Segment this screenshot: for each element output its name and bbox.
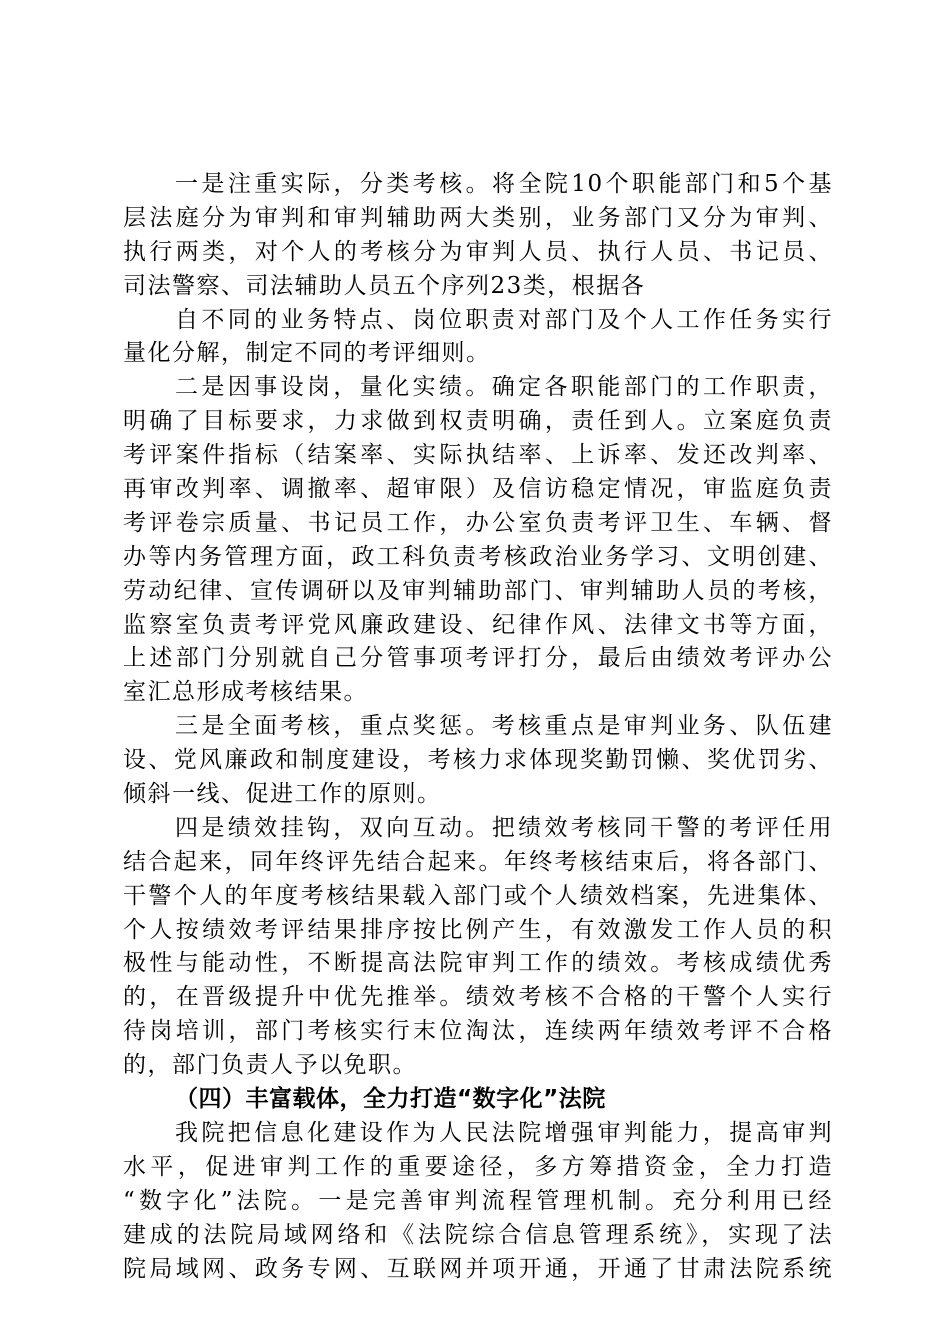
text-line: 层法庭分为审判和审判辅助两大类别，业务部门又分为审判、 bbox=[123, 204, 833, 231]
text-line: 倾斜一线、促进工作的原则。 bbox=[123, 781, 442, 808]
text-line: 院局域网、政务专网、互联网并项开通，开通了甘肃法院系统 bbox=[123, 1255, 833, 1282]
text-line: 干警个人的年度考核结果载入部门或个人绩效档案，先进集体、 bbox=[123, 882, 833, 909]
text-line: 再审改判率、调撤率、超审限）及信访稳定情况，审监庭负责 bbox=[123, 476, 833, 503]
text-line: 室汇总形成考核结果。 bbox=[123, 679, 368, 706]
text-line: 极性与能动性，不断提高法院审判工作的绩效。考核成绩优秀 bbox=[123, 950, 833, 977]
text-line: 结合起来，同年终评先结合起来。年终考核结束后，将各部门、 bbox=[123, 848, 833, 875]
text-line: 我院把信息化建设作为人民法院增强审判能力，提高审判 bbox=[175, 1119, 833, 1146]
text-line: 劳动纪律、宣传调研以及审判辅助部门、审判辅助人员的考核， bbox=[123, 577, 833, 604]
text-line: 考评卷宗质量、书记员工作，办公室负责考评卫生、车辆、督 bbox=[123, 509, 833, 536]
text-line: “数字化”法院。一是完善审判流程管理机制。充分利用已经 bbox=[123, 1187, 833, 1214]
text-line: 待岗培训，部门考核实行末位淘汰，连续两年绩效考评不合格 bbox=[123, 1018, 833, 1045]
text-line: 一是注重实际，分类考核。将全院10个职能部门和5个基 bbox=[175, 171, 833, 197]
text-line: 上述部门分别就自己分管事项考评打分，最后由绩效考评办公 bbox=[123, 645, 833, 672]
body-text bbox=[123, 168, 833, 1286]
text-line: 四是绩效挂钩，双向互动。把绩效考核同干警的考评任用 bbox=[175, 814, 833, 841]
text-line: 的，在晋级提升中优先推举。绩效考核不合格的干警个人实行 bbox=[123, 984, 833, 1011]
text-line: 量化分解，制定不同的考评细则。 bbox=[123, 340, 491, 367]
text-line: 明确了目标要求，力求做到权责明确，责任到人。立案庭负责 bbox=[123, 408, 833, 435]
text-line: 自不同的业务特点、岗位职责对部门及个人工作任务实行 bbox=[175, 306, 833, 333]
text-line: 监察室负责考评党风廉政建设、纪律作风、法律文书等方面， bbox=[123, 611, 833, 638]
text-line: 办等内务管理方面，政工科负责考核政治业务学习、文明创建、 bbox=[123, 543, 833, 570]
text-line: 司法警察、司法辅助人员五个序列23类，根据各 bbox=[123, 272, 646, 299]
text-line: 执行两类，对个人的考核分为审判人员、执行人员、书记员、 bbox=[123, 238, 833, 265]
text-line: 二是因事设岗，量化实绩。确定各职能部门的工作职责， bbox=[175, 374, 833, 401]
text-line: 水平，促进审判工作的重要途径，多方筹措资金，全力打造 bbox=[123, 1153, 833, 1180]
section-heading: （四）丰富载体，全力打造“数字化”法院 bbox=[175, 1086, 606, 1113]
text-line: 三是全面考核，重点奖惩。考核重点是审判业务、队伍建 bbox=[175, 713, 833, 740]
text-line: 的，部门负责人予以免职。 bbox=[123, 1052, 417, 1079]
text-line: 考评案件指标（结案率、实际执结率、上诉率、发还改判率、 bbox=[123, 442, 833, 469]
text-line: 设、党风廉政和制度建设，考核力求体现奖勤罚懒、奖优罚劣、 bbox=[123, 747, 833, 774]
text-line: 建成的法院局域网络和《法院综合信息管理系统》，实现了法 bbox=[123, 1221, 833, 1248]
text-line: 个人按绩效考评结果排序按比例产生，有效激发工作人员的积 bbox=[123, 916, 833, 943]
